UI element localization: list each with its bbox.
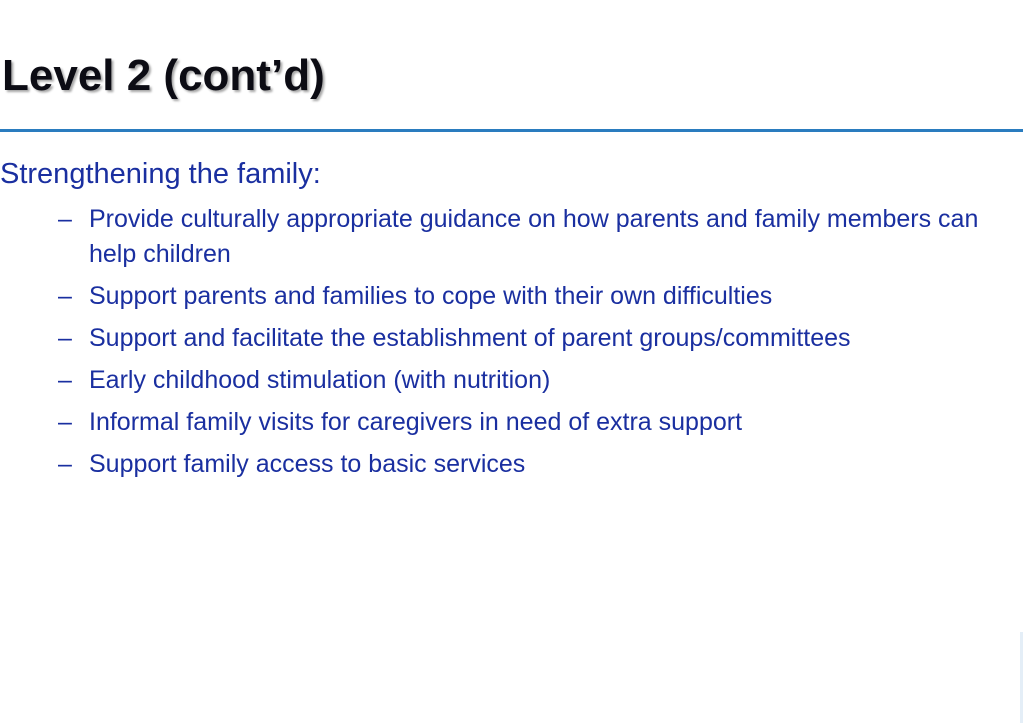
bullet-dash-icon: – bbox=[58, 205, 72, 233]
bullet-item bbox=[0, 321, 989, 356]
bullet-dash-icon: – bbox=[58, 366, 72, 394]
bullet-text: Informal family visits for caregivers in need of extra support bbox=[89, 408, 743, 436]
title-divider bbox=[0, 129, 1023, 132]
bullet-text: Provide culturally appropriate guidance on how parents and family members can help children bbox=[89, 205, 979, 268]
bullet-text: Support and facilitate the establishment of parent groups/committees bbox=[89, 324, 851, 352]
bullet-dash-icon: – bbox=[58, 324, 72, 352]
lead-text: Strengthening the family: bbox=[0, 158, 321, 190]
bullet-item bbox=[0, 279, 989, 314]
bullet-list bbox=[0, 202, 1000, 482]
slide-body bbox=[0, 156, 1000, 489]
bullet-dash-icon: – bbox=[58, 450, 72, 478]
bullet-item bbox=[0, 405, 989, 440]
bullet-dash-icon: – bbox=[58, 282, 72, 310]
bullet-item bbox=[0, 447, 989, 482]
slide-title: Level 2 (cont’d) bbox=[2, 51, 325, 100]
bullet-text: Support parents and families to cope with their own difficulties bbox=[89, 282, 773, 310]
bullet-item bbox=[0, 363, 989, 398]
bullet-item bbox=[0, 202, 989, 272]
bullet-text: Support family access to basic services bbox=[89, 450, 526, 478]
bullet-dash-icon: – bbox=[58, 408, 72, 436]
bullet-text: Early childhood stimulation (with nutrition) bbox=[89, 366, 551, 394]
